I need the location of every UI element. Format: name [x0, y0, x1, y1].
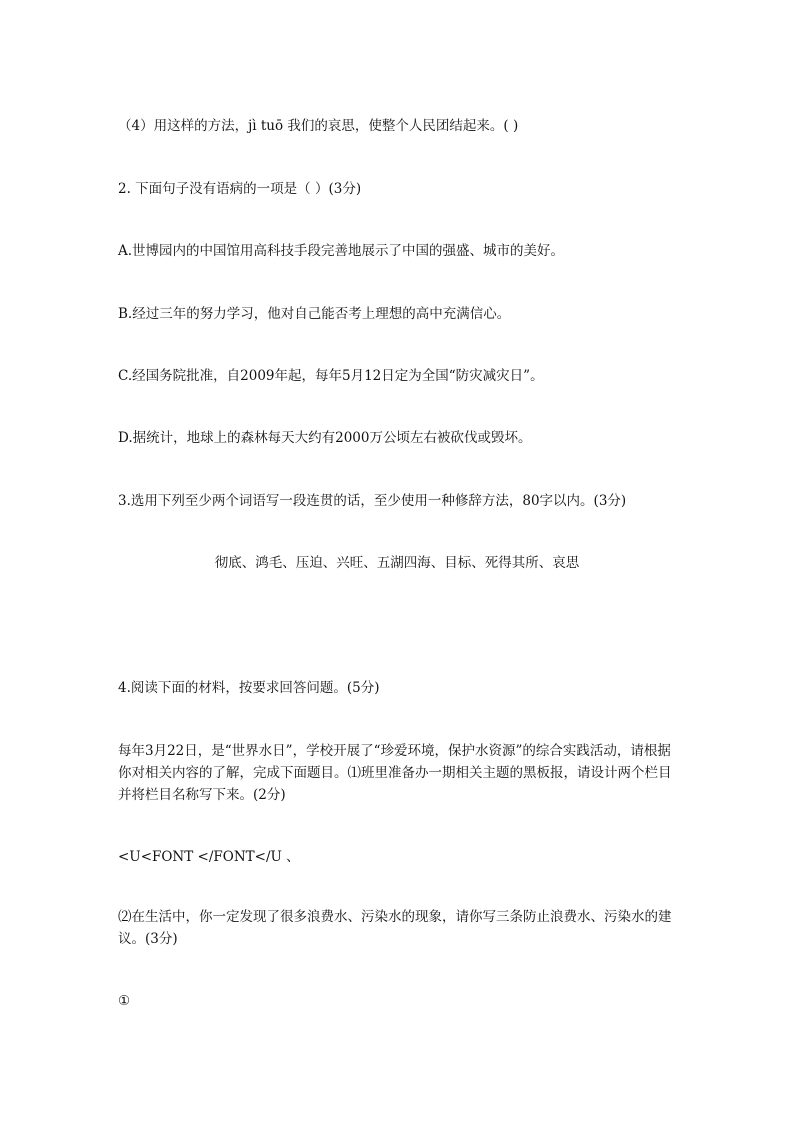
question-2-option-b: B.经过三年的努力学习，他对自己能否考上理想的高中充满信心。	[118, 306, 511, 322]
question-2-option-a: A.世博园内的中国馆用高科技手段完善地展示了中国的强盛、城市的美好。	[118, 243, 565, 259]
question-4-stem: 4.阅读下面的材料，按要求回答问题。(5分)	[118, 680, 380, 696]
question-4-part-2: ⑵在生活中，你一定发现了很多浪费水、污染水的现象，请你写三条防止浪费水、污染水的建议。(3分)	[118, 909, 672, 947]
question-3-word-list: 彻底、鸿毛、压迫、兴旺、五湖四海、目标、死得其所、哀思	[214, 555, 580, 571]
question-3-stem: 3.选用下列至少两个词语写一段连贯的话，至少使用一种修辞方法，80字以内。(3分)	[118, 493, 627, 509]
question-1-item-4: （4）用这样的方法，jì tuō 我们的哀思，使整个人民团结起来。( )	[118, 118, 519, 134]
question-2-option-c: C.经国务院批准，自2009年起，每年5月12日定为全国“防灾减灾日”。	[118, 368, 544, 384]
question-2-stem: 2. 下面句子没有语病的一项是（ ）(3分)	[118, 181, 362, 197]
question-4-material: 每年3月22日，是“世界水日”，学校开展了“珍爱环境，保护水资源”的综合实践活动，请根据你对相关内容的了解，完成下面题目。⑴班里准备办一期相关主题的黑板报，请设计两个栏目并将栏目名称写下来。(2分)	[118, 743, 672, 803]
question-2-option-d: D.据统计，地球上的森林每天大约有2000万公顷左右被砍伐或毁坏。	[118, 430, 532, 446]
question-4-answer-start: ①	[118, 993, 131, 1009]
question-4-answer-line: <U<FONT </FONT</U 、	[118, 849, 300, 865]
